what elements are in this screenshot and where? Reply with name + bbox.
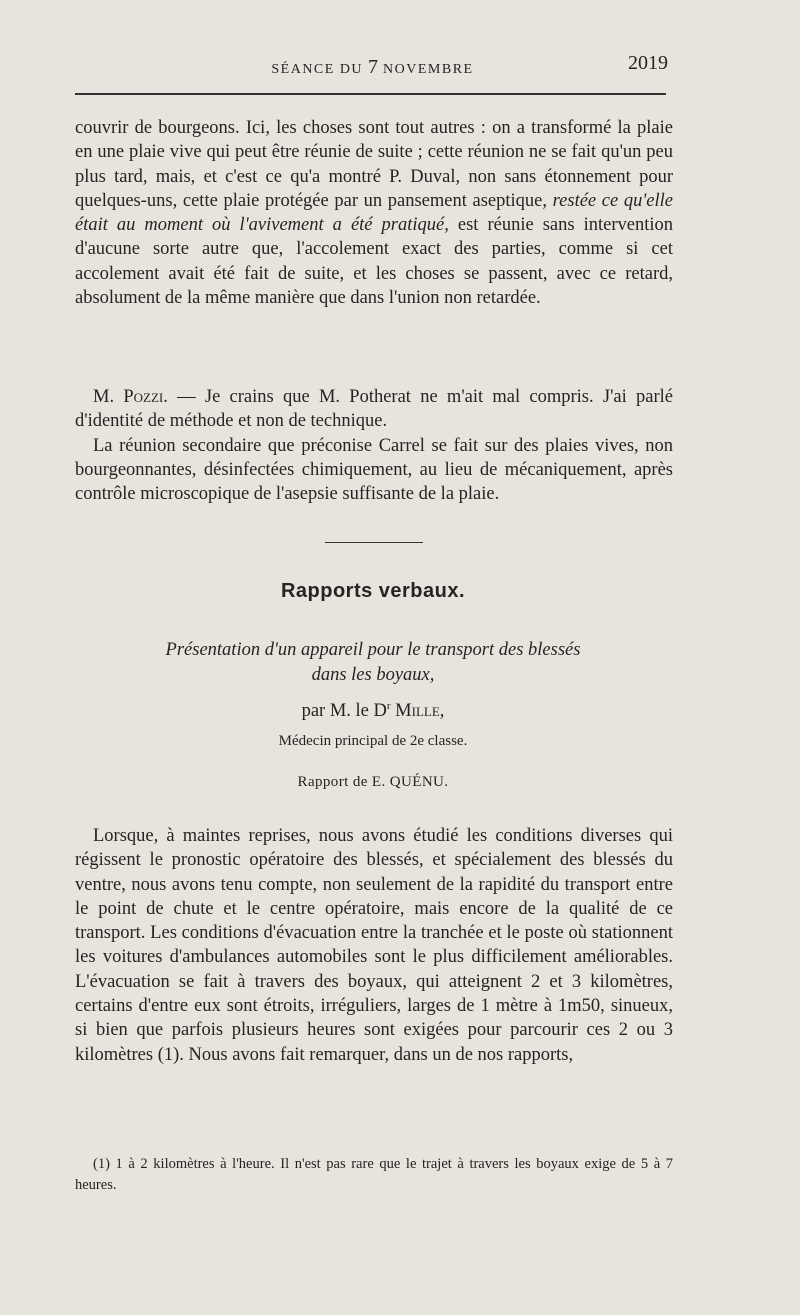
paragraph-part-3: est réunie sans intervention d'aucune sorte autre que, l'accolement exact des parties, comme si cet accolement avait été fait de suite, et les choses se passent, avec ce retard, absolument de la même manière que dans l'union non retardée.	[75, 215, 673, 309]
author-prefix: par M. le D	[301, 701, 387, 722]
author-grade: Médecin principal de 2e classe.	[278, 733, 468, 749]
author-name: Mille,	[395, 701, 445, 722]
presentation-title	[0, 638, 746, 688]
report-by: Rapport de E. QUÉNU.	[297, 774, 449, 790]
author-prefix-sup: r	[386, 700, 391, 712]
running-title-month: NOVEMBRE	[383, 62, 474, 77]
header-rule	[75, 93, 666, 95]
pozzi-text-1: — Je crains que M. Potherat ne m'ait mal compris. J'ai parlé d'identité de méthode et non de technique.	[75, 387, 674, 432]
footnote	[75, 1154, 673, 1196]
pozzi-text-2: La réunion secondaire que préconise Carrel se fait sur des plaies vives, non bourgeonnantes, désinfectées chimiquement, au lieu de mécaniquement, après contrôle microscopique de l'asepsie suffisante de la plaie.	[75, 435, 673, 505]
running-title-prefix: SÉANCE DU	[271, 62, 364, 77]
speaker-name: M. Pozzi.	[93, 387, 168, 407]
continued-paragraph	[75, 116, 673, 310]
page-number: 2019	[628, 52, 668, 74]
pozzi-remarks	[75, 385, 673, 506]
running-header	[75, 52, 670, 82]
running-title	[75, 56, 670, 79]
paragraph-part-1: couvrir de bourgeons. Ici, les choses sont tout autres : on a transformé la plaie en une plaie vive qui peut être réunie de suite ; cette réunion ne se fait qu'un peu plus tard, mais, et c'est ce qu'a montré P. Duval, non sans étonnement pour quelques-uns, cette plaie protégée par un pansement aseptique,	[75, 118, 673, 211]
main-paragraph-text: Lorsque, à maintes reprises, nous avons étudié les conditions diverses qui régissent le pronostic opératoire des blessés, et spécialement des blessés du ventre, nous avons tenu compte, non seulement de la rapidité du transport entre le point de chute et le centre opératoire, mais encore de la qualité de ce transport. Les conditions d'évacuation entre la tranchée et le poste où stationnent les voitures d'ambulances automobiles sont le plus difficilement améliorables. L'évacuation se fait à travers des boyaux, qui atteignent 2 et 3 kilomètres, certains d'entre eux sont étroits, irréguliers, larges de 1 mètre à 1m50, sinueux, si bien que parfois plusieurs heures sont exigées pour parcourir ces 2 ou 3 kilomètres (1). Nous avons fait remarquer, dans un de nos rapports,	[75, 826, 673, 1065]
section-separator	[325, 542, 423, 543]
presentation-title-line-1: Présentation d'un appareil pour le transport des blessés	[165, 640, 581, 660]
section-heading: Rapports verbaux.	[280, 580, 466, 602]
paragraph-italic-part: restée ce qu'elle était au moment où l'avivement a été pratiqué,	[75, 190, 673, 236]
presentation-title-line-2: dans les boyaux,	[311, 665, 435, 685]
footnote-text: (1) 1 à 2 kilomètres à l'heure. Il n'est pas rare que le trajet à travers les boyaux exige de 5 à 7 heures.	[75, 1156, 673, 1193]
author-line	[0, 700, 746, 722]
main-paragraph	[75, 824, 673, 1067]
running-title-day: 7	[368, 56, 379, 78]
